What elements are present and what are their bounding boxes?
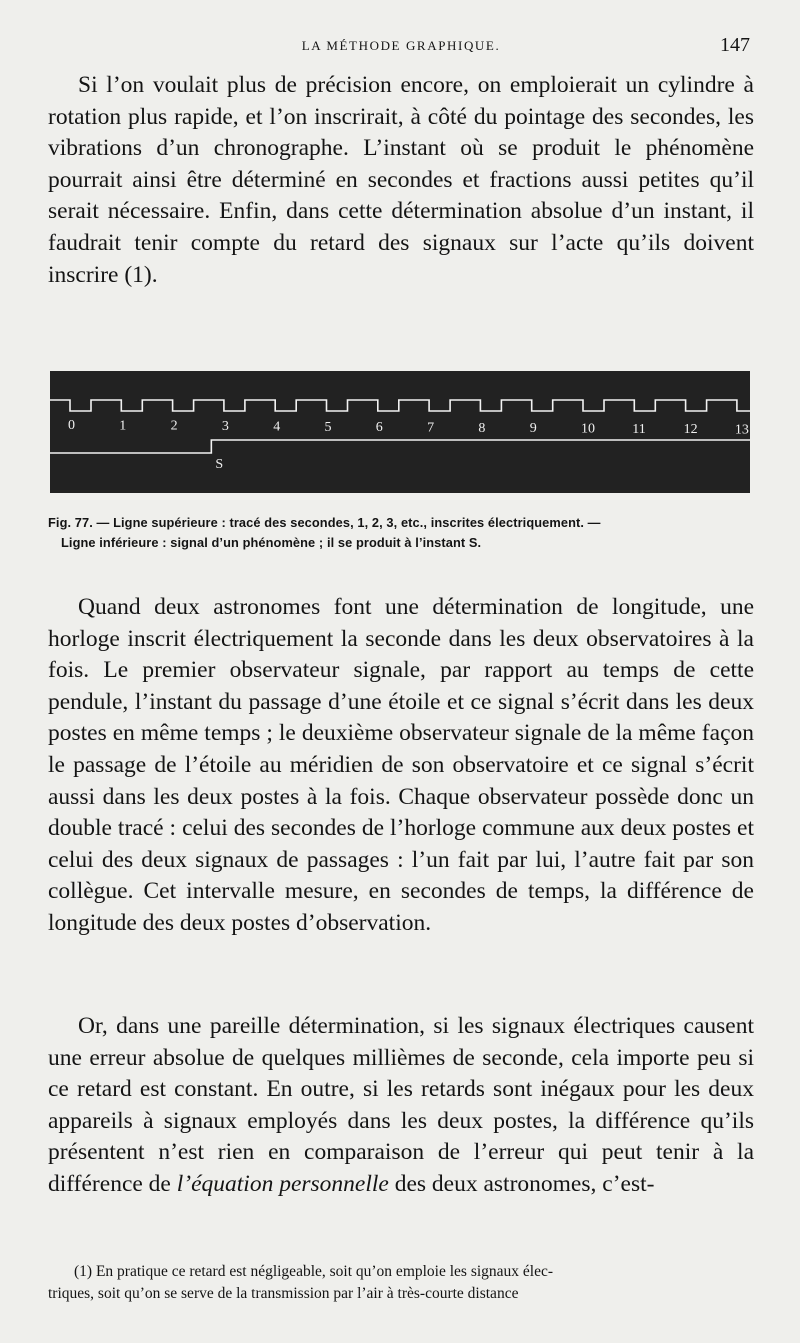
second-label: 13	[734, 422, 749, 438]
figure-caption	[48, 513, 754, 553]
second-label: 11	[632, 421, 646, 437]
second-label: 0	[68, 418, 75, 433]
second-label: 12	[683, 422, 698, 438]
paragraph-signals-emphasis: l’équation personnelle	[176, 1170, 389, 1197]
footnote-line-2: triques, soit qu’on se serve de la transmission par l’air à très-courte distance	[48, 1285, 519, 1302]
second-label: 7	[427, 420, 435, 436]
second-label: 10	[581, 421, 595, 437]
figure-chronograph-trace	[50, 371, 750, 493]
caption-line-2: Ligne inférieure : signal d’un phénomène ; il se produit à l’instant S.	[61, 535, 482, 550]
paragraph-signals	[48, 1011, 754, 1201]
paragraph-longitude: Quand deux astronomes font une détermination de longitude, une horloge inscrit électriquement la seconde dans les deux observatoires à la fois. Le premier observateur signale, par rapport au temps de cette pendule, l’instant du passage d’une étoile et ce signal s’écrit dans les deux postes en même temps ; le deuxième observateur signale de la même façon le passage de l’étoile au méridien de son observatoire et ce signal s’écrit aussi dans les deux postes à la fois. Chaque observateur possède donc un double tracé : celui des secondes de l’horloge commune aux deux postes et celui des deux signaux de passages : l’un fait par lui, l’autre fait par son collègue. Cet intervalle mesure, en secondes de temps, la différence de longitude des deux postes d’observation.	[48, 594, 754, 936]
trace-svg	[50, 371, 750, 493]
signal-trace	[50, 440, 750, 453]
page-number: 147	[720, 34, 750, 56]
second-label: 1	[119, 418, 127, 434]
footnote	[48, 1261, 754, 1305]
running-title: LA MÉTHODE GRAPHIQUE.	[301, 38, 501, 53]
second-label: 6	[375, 420, 383, 436]
seconds-trace	[50, 400, 750, 411]
signal-label: S	[215, 457, 224, 472]
second-label: 5	[324, 419, 332, 435]
caption-line-1: Fig. 77. — Ligne supérieure : tracé des secondes, 1, 2, 3, etc., inscrites électriquement. —	[48, 515, 601, 530]
second-label: 2	[170, 418, 178, 434]
paragraph-signals-text-2: des deux astronomes, c’est-	[388, 1170, 655, 1197]
page-header	[48, 34, 754, 58]
second-label: 8	[478, 420, 486, 436]
second-label: 9	[529, 421, 537, 437]
second-label: 3	[221, 419, 229, 435]
second-label: 4	[273, 419, 281, 435]
footnote-line-1: (1) En pratique ce retard est négligeable, soit qu’on emploie les signaux élec-	[74, 1263, 554, 1280]
paragraph-signals-text-1: Or, dans une pareille détermination, si les signaux électriques causent une erreur absolue de quelques millièmes de seconde, cela importe peu si ce retard est constant. En outre, si les retards sont inégaux pour les deux appareils à signaux employés dans les deux postes, la différence qu’ils présentent n’est rien en comparaison de l’erreur qui peut tenir à la différence de	[48, 1013, 754, 1197]
paragraph-precision: Si l’on voulait plus de précision encore, on emploierait un cylindre à rotation plus rapide, et l’on inscrirait, à côté du pointage des secondes, les vibrations d’un chronographe. L’instant où se produit le phénomène pourrait ainsi être déterminé en secondes et fractions aussi petites qu’il serait nécessaire. Enfin, dans cette détermination absolue d’un instant, il faudrait tenir compte du retard des signaux sur l’acte qu’ils doivent inscrire (1).	[48, 72, 754, 288]
